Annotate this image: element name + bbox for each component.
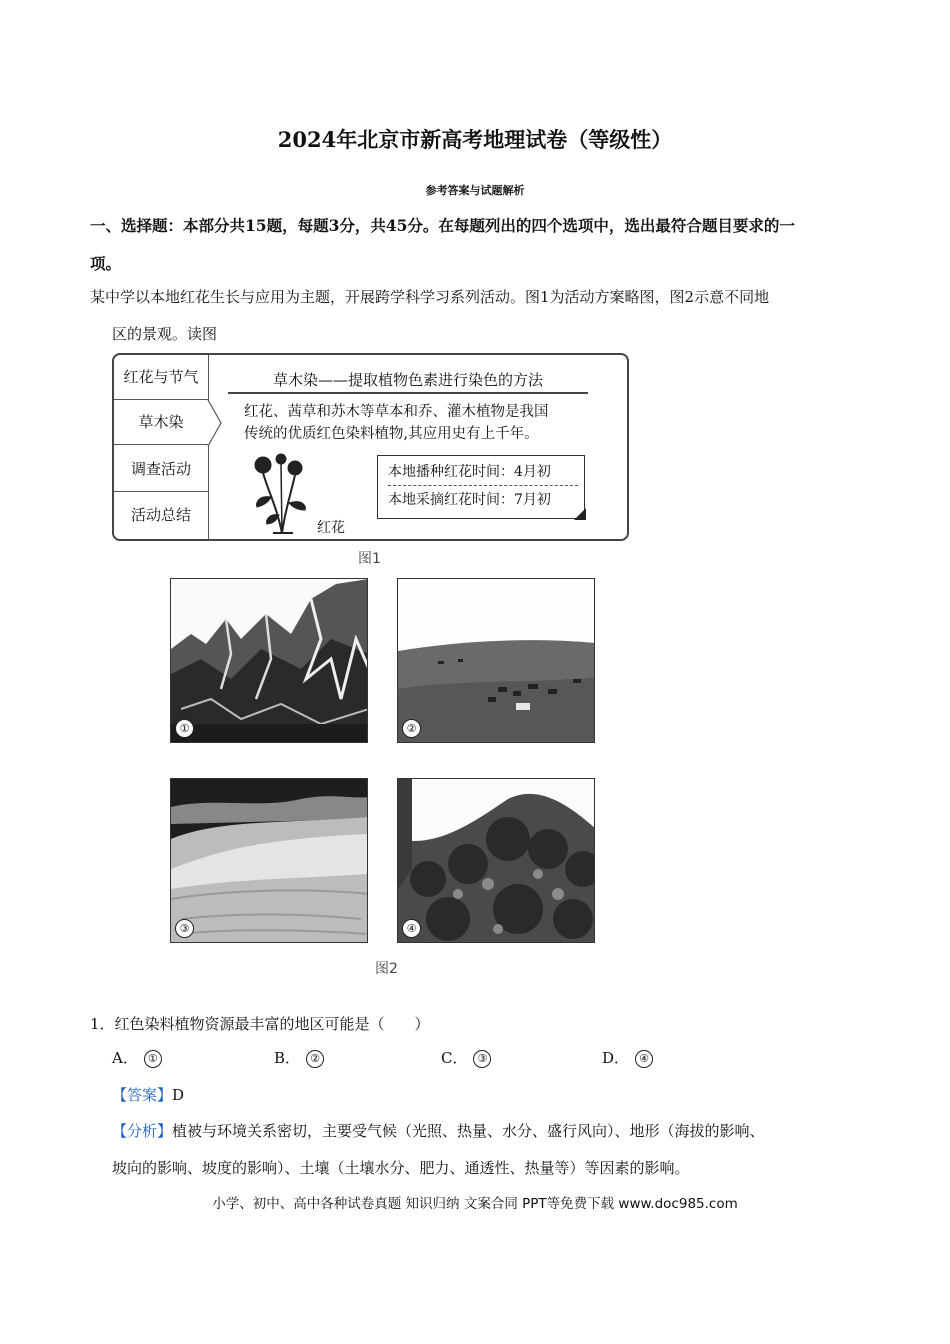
figure1-tab: 活动总结 [130,506,191,524]
option-c[interactable] [441,1047,491,1068]
option-mark: ③ [473,1050,491,1068]
option-mark: ④ [635,1050,653,1068]
intro-text: 某中学以本地红花生长与应用为主题，开展跨学科学习系列活动。图1为活动方案略图，图2示意不同地 [90,288,770,306]
tab-arrow-icon [207,400,223,447]
photo-forest [397,778,595,943]
section-heading: 一、选择题：本部分共15题，每题3分，共45分。在每题列出的四个选项中，选出最符合题目要求的一 [90,216,795,235]
option-letter: B． [274,1049,301,1067]
analysis-text-cont: 坡向的影响、坡度的影响）、土壤（土壤水分、肥力、通透性、热量等）等因素的影响。 [112,1159,690,1177]
option-letter: C． [441,1049,468,1067]
figure1-tab: 调查活动 [114,447,208,492]
intro-text-cont: 区的景观。读图 [112,325,218,343]
corner-fold-icon [574,508,586,520]
figure2-caption: 图2 [375,961,398,977]
figure1-plant-label: 红花 [317,520,345,536]
photo-mountains [170,578,368,743]
forest-landscape-image [398,779,595,943]
sowing-time: 本地播种红花时间：4月初 [388,459,578,486]
analysis-text: 植被与环境关系密切，主要受气候（光照、热量、水分、盛行风向）、地形（海拔的影响、 [172,1122,765,1140]
figure1-tab: 红花与节气 [114,355,208,400]
option-letter: D． [602,1049,630,1067]
option-a[interactable] [112,1047,162,1068]
figure1-divider [208,355,209,539]
option-mark: ① [144,1050,162,1068]
option-b[interactable] [274,1047,324,1068]
figure1-caption: 图1 [358,551,381,567]
option-d[interactable] [602,1047,653,1068]
photo-label: ③ [175,919,194,938]
mountain-landscape-image [171,579,368,743]
page-subtitle: 参考答案与试题解析 [425,184,525,197]
figure1-tab-active: 草木染 [114,400,208,445]
safflower-icon [249,453,319,537]
figure1-text [244,401,624,445]
figure1-date-box [377,455,585,519]
section-heading-cont: 项。 [90,254,122,273]
answer-line [112,1084,184,1105]
answer-value: D [172,1086,185,1104]
analysis-line [112,1120,882,1141]
grassland-landscape-image [398,579,595,743]
figure-1 [112,353,629,541]
footer-text: 小学、初中、高中各种试卷真题 知识归纳 文案合同 PPT等免费下载 www.doc985.com [212,1196,738,1212]
figure1-heading: 草木染——提取植物色素进行染色的方法 [228,369,588,394]
question-stem: 1．红色染料植物资源最丰富的地区可能是（ ） [90,1015,430,1033]
photo-desert [170,778,368,943]
desert-landscape-image [171,779,368,943]
photo-grassland [397,578,595,743]
harvest-time: 本地采摘红花时间：7月初 [388,492,551,508]
page-title: 2024年北京市新高考地理试卷（等级性） [277,127,673,152]
figure1-text-line: 传统的优质红色染料植物,其应用史有上千年。 [244,426,539,442]
analysis-tag: 【分析】 [112,1122,173,1140]
option-letter: A． [112,1049,138,1067]
photo-label: ① [175,719,194,738]
photo-label: ② [402,719,421,738]
figure1-text-line: 红花、茜草和苏木等草本和乔、灌木植物是我国 [244,404,549,420]
answer-tag: 【答案】 [112,1086,173,1104]
option-mark: ② [306,1050,324,1068]
photo-label: ④ [402,919,421,938]
